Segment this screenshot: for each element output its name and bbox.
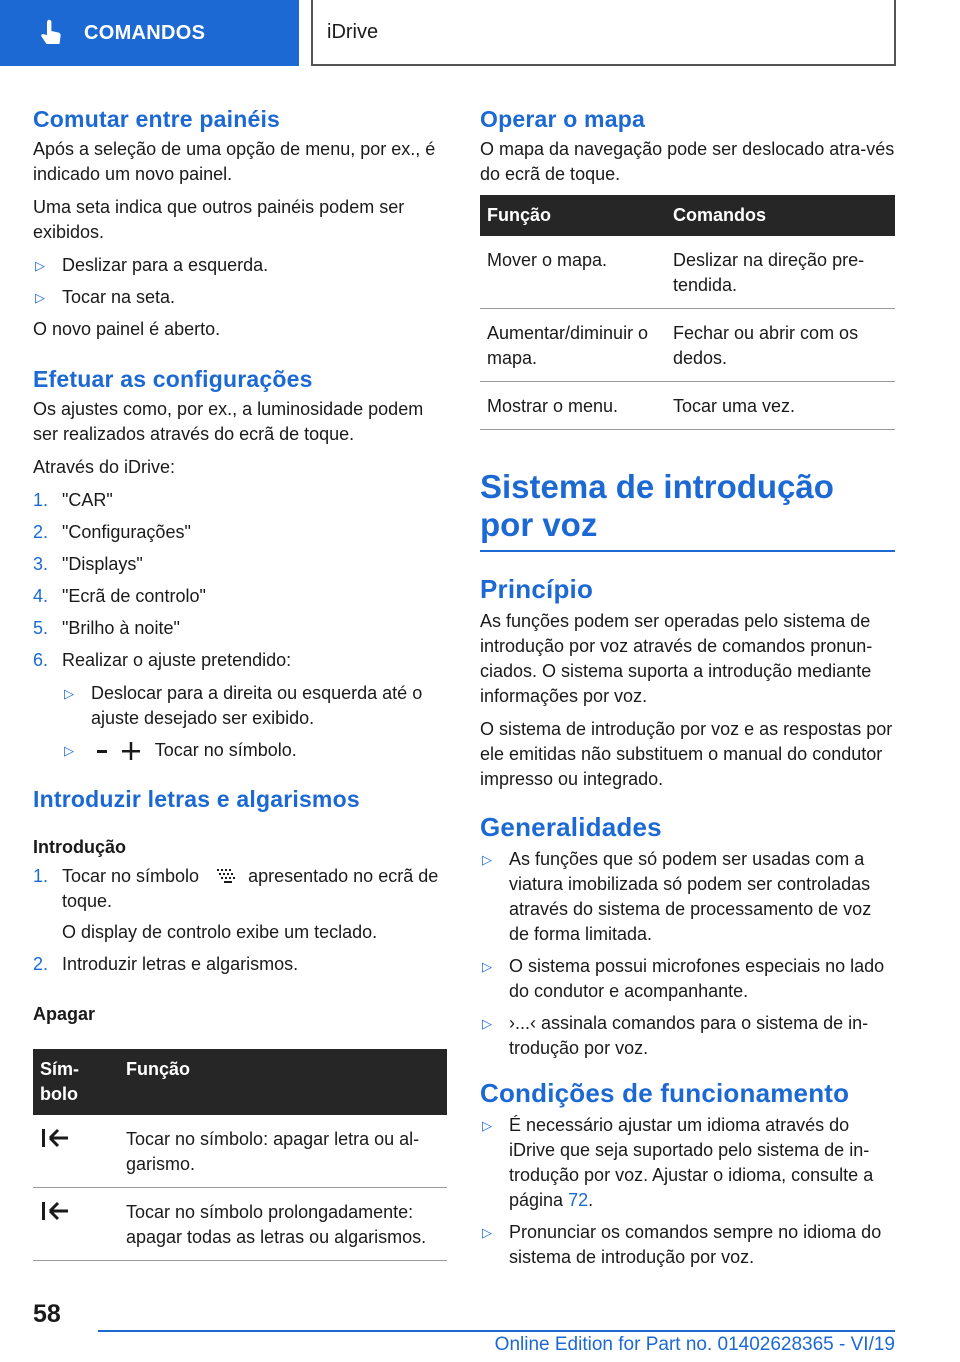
- table-header: Sím-bolo: [33, 1049, 119, 1115]
- page-link[interactable]: 72: [568, 1190, 589, 1210]
- list-item: ▷ Tocar na seta.: [33, 285, 447, 310]
- subheading-intro: Introdução: [33, 837, 126, 857]
- subheading-delete: Apagar: [33, 1004, 96, 1024]
- steps-list: [33, 864, 447, 977]
- bullet-list: [33, 253, 447, 310]
- paragraph: O novo painel é aberto.: [33, 319, 221, 339]
- table-row: [480, 309, 895, 382]
- list-item: 2. Introduzir letras e algarismos.: [33, 954, 299, 974]
- heading-conditions: Condições de funcionamento: [480, 1078, 850, 1108]
- list-item: ▷ Deslizar para a esquerda.: [33, 253, 447, 278]
- delete-table: [33, 1049, 447, 1261]
- sub-bullet-list: [62, 681, 447, 763]
- list-item: 3. "Displays": [33, 554, 143, 574]
- table-cell: Aumentar/diminuir o mapa.: [480, 309, 666, 382]
- plus-icon: [118, 741, 144, 761]
- heading-settings: Efetuar as configurações: [33, 366, 313, 392]
- table-cell: Deslizar na direção pre-tendida.: [666, 236, 895, 309]
- section-label: COMANDOS: [84, 21, 206, 44]
- table-row: [33, 1115, 447, 1188]
- heading-switch-panels: Comutar entre painéis: [33, 106, 281, 132]
- table-cell: Mostrar o menu.: [480, 382, 666, 430]
- heading-operate-map: Operar o mapa: [480, 106, 645, 132]
- chapter-label: iDrive: [327, 20, 379, 43]
- map-table: [480, 195, 895, 430]
- list-item: 4. "Ecrã de controlo": [33, 586, 206, 606]
- backspace-icon: [40, 1200, 70, 1222]
- paragraph: Uma seta indica que outros painéis podem ser exibidos.: [33, 197, 405, 242]
- chapter-title: Sistema de introdução por voz: [480, 468, 895, 552]
- minus-icon: [91, 741, 113, 761]
- backspace-icon: [40, 1127, 70, 1149]
- touch-hand-icon: [36, 18, 66, 48]
- table-header: Função: [480, 195, 666, 236]
- bullet-list: [480, 847, 895, 1061]
- keyboard-icon: [208, 866, 244, 888]
- right-column: [480, 100, 895, 1277]
- paragraph: Os ajustes como, por ex., a luminosidade podem ser realizados através do ecrã de toque.: [33, 399, 424, 444]
- heading-general: Generalidades: [480, 812, 662, 842]
- list-item: 6. Realizar o ajuste pretendido: ▷ Deslocar para a direita ou esquerda até o ajuste desejado ser exibido. ▷ Tocar no símbolo.: [33, 648, 447, 763]
- list-item: 1. "CAR": [33, 490, 113, 510]
- table-row: [33, 1188, 447, 1261]
- list-item: ▷ As funções que só podem ser usadas com a viatura imobilizada só podem ser controladas através do sistema de processamento de voz de forma limitada.: [480, 847, 895, 947]
- paragraph: O sistema de introdução por voz e as respostas por ele emitidas não substituem o manual do condutor impresso ou integrado.: [480, 719, 893, 789]
- list-item: 2. "Configurações": [33, 522, 191, 542]
- list-item: ▷ O sistema possui microfones especiais no lado do condutor e acompanhante.: [480, 954, 895, 1004]
- footer-edition: Online Edition for Part no. 01402628365 - VI/19: [494, 1334, 895, 1355]
- table-cell: Mover o mapa.: [480, 236, 666, 309]
- paragraph: Através do iDrive:: [33, 457, 176, 477]
- paragraph: O mapa da navegação pode ser deslocado atra-vés do ecrã de toque.: [480, 139, 895, 184]
- heading-principle: Princípio: [480, 574, 594, 604]
- table-row: [480, 236, 895, 309]
- list-item: ▷ Tocar no símbolo.: [62, 738, 447, 763]
- paragraph: Após a seleção de uma opção de menu, por ex., é indicado um novo painel.: [33, 139, 436, 184]
- chapter-box: [311, 0, 896, 66]
- heading-input-letters: Introduzir letras e algarismos: [33, 786, 360, 812]
- paragraph: O display de controlo exibe um teclado.: [62, 922, 378, 942]
- list-item: ▷ É necessário ajustar um idioma através do iDrive que seja suportado pelo sistema de in-trodução por voz. Ajustar o idioma, consulte a página 72.: [480, 1113, 895, 1213]
- list-item: ▷ Deslocar para a direita ou esquerda até o ajuste desejado ser exibido.: [62, 681, 447, 731]
- list-item: ▷ Pronunciar os comandos sempre no idioma do sistema de introdução por voz.: [480, 1220, 895, 1270]
- table-header: Função: [119, 1049, 447, 1115]
- list-item: 1. Tocar no símbolo apresentado no ecrã de toque. O display de controlo exibe um teclado.: [33, 864, 447, 945]
- list-item: ▷ ›...‹ assinala comandos para o sistema de in-trodução por voz.: [480, 1011, 895, 1061]
- section-tab: [0, 0, 299, 66]
- bullet-list: [480, 1113, 895, 1270]
- table-cell: Fechar ou abrir com os dedos.: [666, 309, 895, 382]
- table-header: Comandos: [666, 195, 895, 236]
- paragraph: As funções podem ser operadas pelo sistema de introdução por voz através de comandos pronun-ciados. O sistema suporta a introdução mediante informações por voz.: [480, 611, 873, 706]
- footer-divider: [98, 1330, 895, 1332]
- steps-list: [33, 488, 447, 763]
- table-cell: Tocar uma vez.: [666, 382, 895, 430]
- table-cell: Tocar no símbolo: apagar letra ou al-garismo.: [119, 1115, 447, 1188]
- table-row: [480, 382, 895, 430]
- list-item: 5. "Brilho à noite": [33, 618, 180, 638]
- table-cell: Tocar no símbolo prolongadamente: apagar todas as letras ou algarismos.: [119, 1188, 447, 1261]
- left-column: [33, 100, 447, 1261]
- page-number: 58: [33, 1300, 61, 1328]
